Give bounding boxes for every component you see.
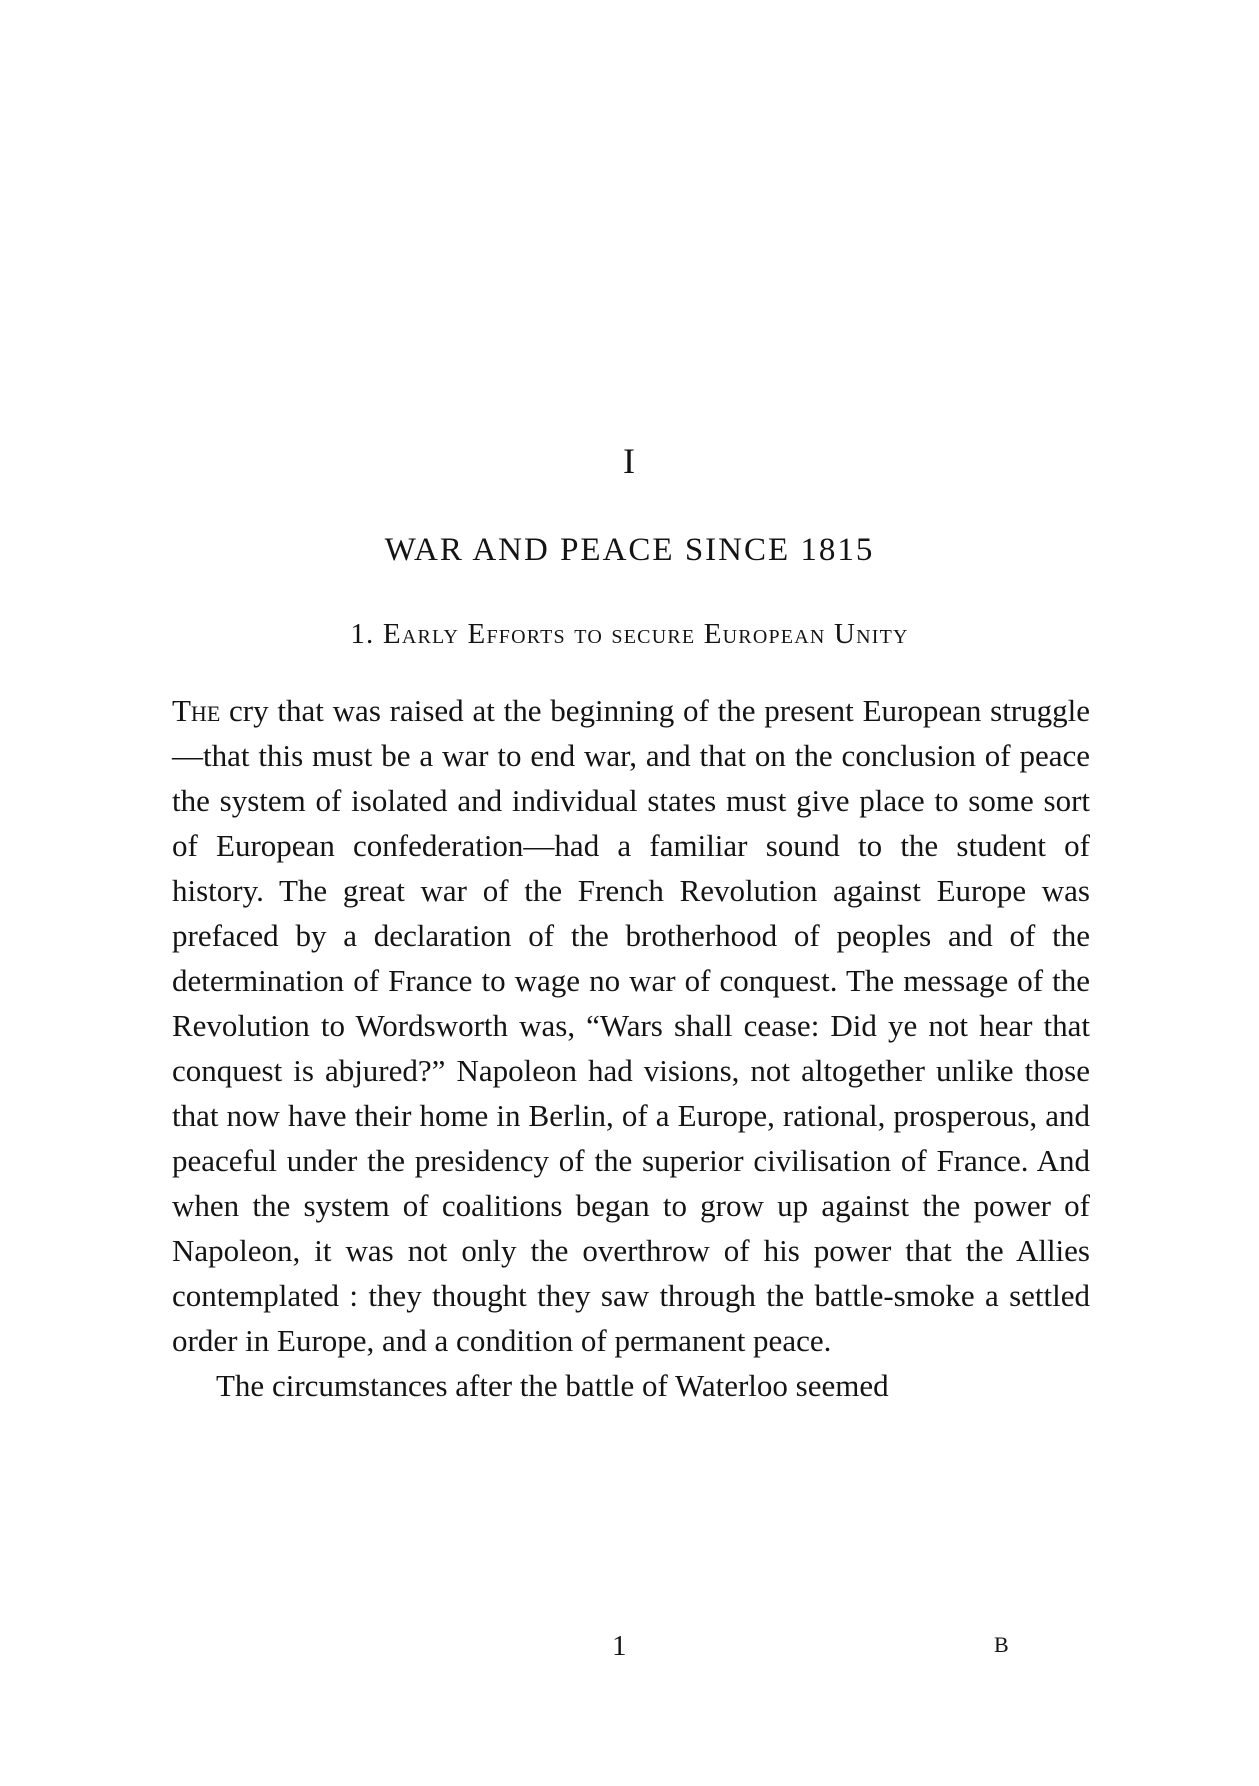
paragraph-1-first-word: The [172,693,221,728]
page-number: 1 [612,1630,627,1662]
paragraph-1 [172,688,1090,1363]
chapter-title: WAR AND PEACE SINCE 1815 [384,532,875,568]
chapter-number: I [623,441,636,481]
signature-mark: B [994,1632,1009,1657]
paragraph-1-text: cry that was raised at the beginning of the present European struggle—that this must be a war to end war, and that on the conclusion of peace the system of isolated and individual states must give place to some sort of European confederation—had a familiar sound to the student of history. The great war of the French Revolution against Europe was prefaced by a declaration of the brotherhood of peoples and of the determination of France to wage no war of conquest. The message of the Revolution to Wordsworth was, “Wars shall cease: Did ye not hear that conquest is abjured?” Napoleon had visions, not altogether unlike those that now have their home in Berlin, of a Europe, rational, prosperous, and peaceful under the presidency of the superior civilisation of France. And when the system of coalitions began to grow up against the power of Napoleon, it was not only the overthrow of his power that the Allies contemplated : they thought they saw through the battle-smoke a settled order in Europe, and a condition of permanent peace. [172,693,1090,1358]
paragraph-2: The circumstances after the battle of Waterloo seemed [216,1368,889,1403]
body-text [172,688,1090,1408]
section-title: 1. Early Efforts to secure European Unity [350,618,909,650]
